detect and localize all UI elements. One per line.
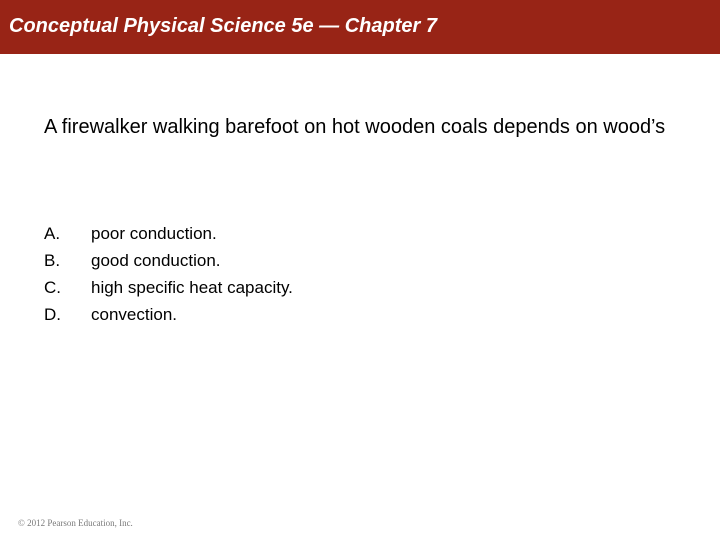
option-letter: D.	[44, 305, 61, 324]
option-letter: C.	[44, 278, 61, 297]
option-text: poor conduction.	[91, 224, 217, 243]
question-text: A firewalker walking barefoot on hot wooden coals depends on wood’s	[44, 116, 666, 138]
answer-option-a	[44, 220, 644, 247]
answer-option-d	[44, 301, 644, 328]
answer-options-list	[44, 220, 644, 328]
option-text: high specific heat capacity.	[91, 278, 293, 297]
header-bar	[0, 0, 720, 54]
slide-title: Conceptual Physical Science 5e — Chapter 7	[9, 15, 437, 37]
copyright-notice: © 2012 Pearson Education, Inc.	[18, 518, 133, 528]
answer-option-c	[44, 274, 644, 301]
option-letter: B.	[44, 251, 61, 270]
answer-option-b	[44, 247, 644, 274]
option-text: good conduction.	[91, 251, 221, 270]
option-text: convection.	[91, 305, 177, 324]
option-letter: A.	[44, 224, 61, 243]
